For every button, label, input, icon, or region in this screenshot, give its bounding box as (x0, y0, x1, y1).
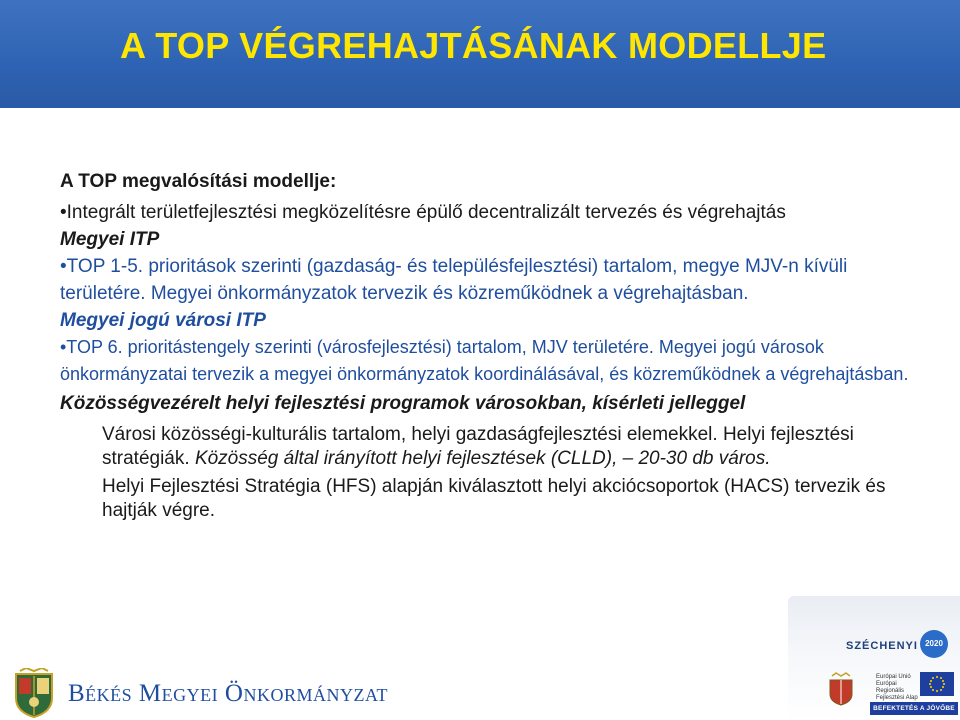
footer-org-name: Békés Megyei Önkormányzat (68, 680, 388, 707)
eu-fund-text: Európai Unió Európai Regionális Fejlesztési Alap (876, 674, 918, 701)
eu-flag-icon (920, 672, 954, 696)
bekes-county-crest-icon (10, 668, 58, 718)
clld-paragraph-1-emphasis: Közösség által irányított helyi fejlesztések (CLLD), – 20-30 db város. (194, 448, 771, 469)
model-heading: A TOP megvalósítási modellje: (60, 171, 337, 192)
city-itp-heading: Megyei jogú városi ITP (60, 310, 266, 331)
clld-paragraph-1-text: Városi közösségi-kulturális tartalom, helyi gazdaságfejlesztési elemekkel. Helyi fejlesztési stratégiák. (102, 424, 854, 469)
slide-body (60, 168, 910, 527)
clld-heading: Közösségvezérelt helyi fejlesztési programok városokban, kísérleti jelleggel (60, 393, 746, 414)
szechenyi-2020-badge: 2020 (920, 630, 948, 658)
bullet-top-6: •TOP 6. prioritástengely szerinti (városfejlesztési) tartalom, MJV területére. Megyei jogú városok önkormányzatai tervezik a megyei önkormányzatok koordinálásával, és közreműködnek a végrehajtásban. (60, 337, 909, 384)
county-itp-heading: Megyei ITP (60, 229, 160, 250)
bullet-top-1-5: •TOP 1-5. prioritások szerinti (gazdaság- és településfejlesztési) tartalom, megye MJV-n kívüli területére. Megyei önkormányzatok tervezik és közreműködnek a végrehajtásban. (60, 256, 848, 304)
invest-in-future-banner: BEFEKTETÉS A JÖVŐBE (870, 702, 958, 715)
hungary-government-crest-icon (826, 672, 856, 706)
slide-title: A TOP VÉGREHAJTÁSÁNAK MODELLJE (120, 25, 827, 66)
clld-paragraph-2: Helyi Fejlesztési Stratégia (HFS) alapján kiválasztott helyi akciócsoportok (HACS) tervezik és hajtják végre. (102, 476, 886, 521)
clld-details (60, 423, 910, 523)
clld-paragraph-1 (102, 423, 910, 471)
szechenyi-label: SZÉCHENYI (846, 640, 918, 652)
bullet-integrated-planning: •Integrált területfejlesztési megközelítésre épülő decentralizált tervezés és végrehajtás (60, 202, 786, 223)
title-bar (0, 0, 960, 108)
